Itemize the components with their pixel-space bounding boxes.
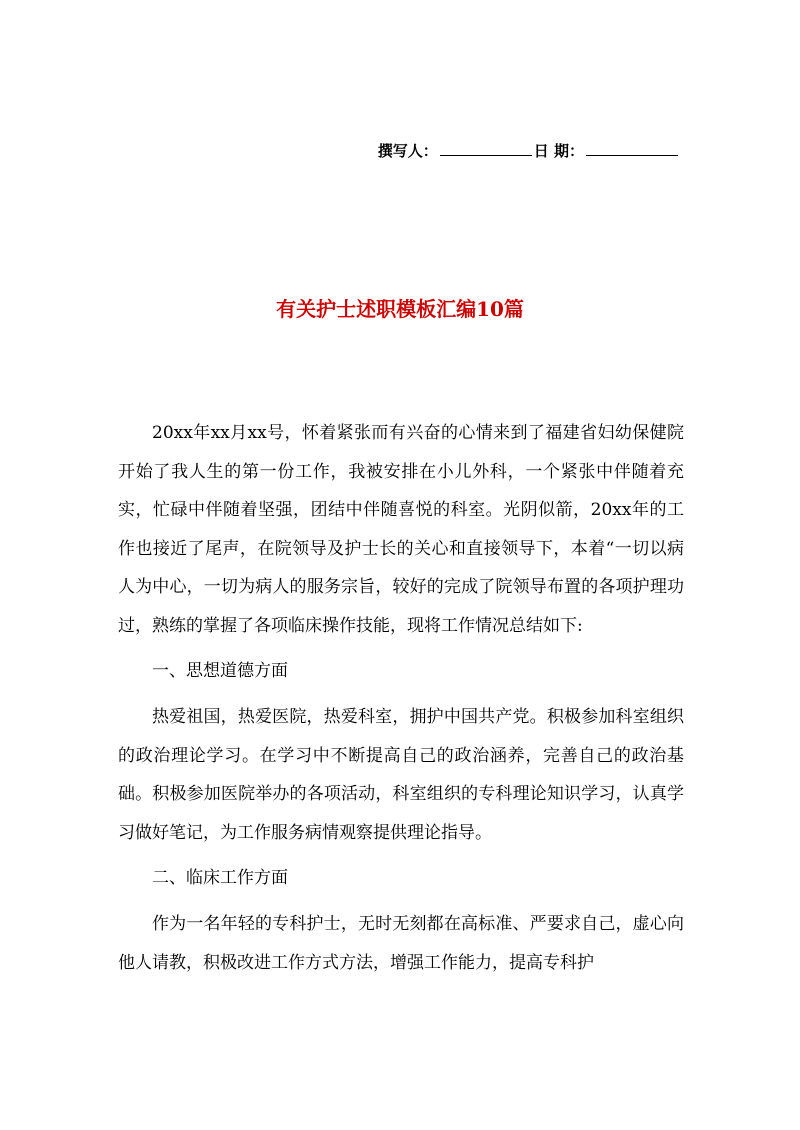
- author-blank: [440, 141, 532, 156]
- section-heading-clinical: 二、临床工作方面: [152, 868, 288, 888]
- paragraph-intro: 20xx年xx月xx号，怀着紧张而有兴奋的心情来到了福建省妇幼保健院开始了我人生的第一份工作，我被安排在小儿外科，一个紧张中伴随着充实，忙碌中伴随着坚强，团结中伴随喜悦的科室。光阴似箭，20xx年的工作也接近了尾声，在院领导及护士长的关心和直接领导下，本着“一切以病人为中心，一切为病人的服务宗旨，较好的完成了院领导布置的各项护理功过，熟练的掌握了各项临床操作技能，现将工作情况总结如下:: [118, 423, 684, 636]
- section-heading-ideology: 一、思想道德方面: [152, 661, 288, 681]
- date-blank: [586, 141, 678, 156]
- author-label: 撰写人：: [377, 142, 438, 160]
- document-body: [118, 414, 684, 982]
- document-title: 有关护士述职模板汇编10篇: [276, 297, 524, 321]
- author-date-line: [378, 140, 680, 161]
- date-label: 日 期：: [533, 142, 584, 160]
- paragraph-clinical: 作为一名年轻的专科护士，无时无刻都在高标准、严要求自己，虚心向他人请教，积极改进工作方式方法，增强工作能力，提高专科护: [118, 914, 684, 973]
- paragraph-ideology: 热爱祖国，热爱医院，热爱科室，拥护中国共产党。积极参加科室组织的政治理论学习。在学习中不断提高自己的政治涵养，完善自己的政治基础。积极参加医院举办的各项活动，科室组织的专科理论知识学习，认真学习做好笔记，为工作服务病情观察提供理论指导。: [118, 707, 684, 843]
